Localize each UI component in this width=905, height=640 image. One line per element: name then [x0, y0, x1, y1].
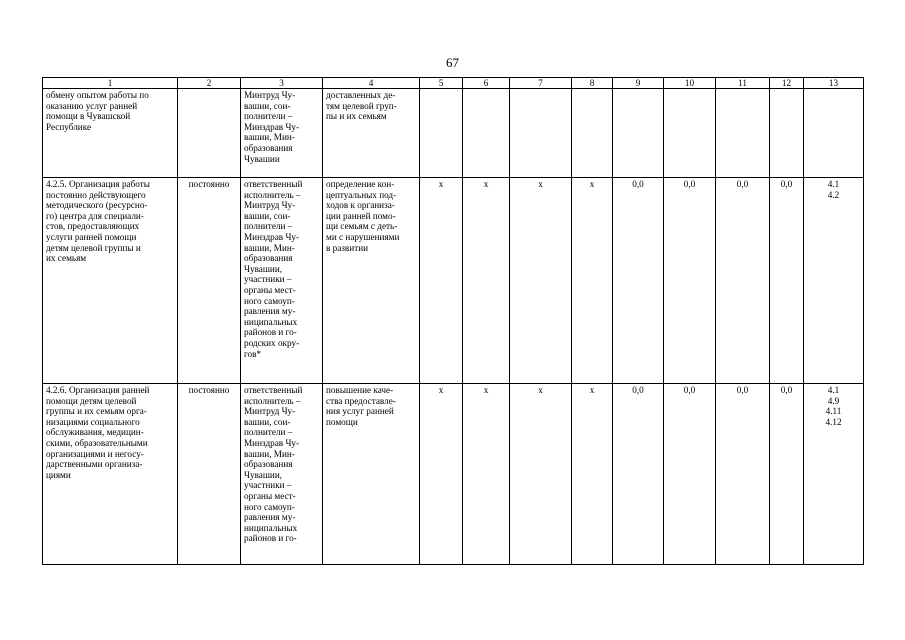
- value-cell: [613, 89, 664, 178]
- indicator-code: 4.1: [827, 385, 840, 395]
- executor-cell: ответственный исполнитель – Минтруд Чу- вашии, сои- полнители – Минздрав Чу- вашии, Мин- образования Чувашии, участники – органы мест- ного самоуп- равления му- ниципальных районов и го-: [241, 384, 323, 565]
- value-cell: [463, 89, 510, 178]
- column-header: 12: [770, 78, 804, 89]
- indicator-code: 4.12: [825, 416, 842, 427]
- table-row: [43, 384, 864, 565]
- term-cell: [178, 89, 241, 178]
- column-header: 11: [716, 78, 770, 89]
- indicator-codes-cell: [804, 89, 864, 178]
- value-cell: [664, 89, 716, 178]
- executor-cell: Минтруд Чу- вашии, сои- полнители – Минздрав Чу- вашии, Мин- образования Чувашии: [241, 89, 323, 178]
- column-header: 2: [178, 78, 241, 89]
- result-cell: повышение каче- ства предоставле- ния услуг ранней помощи: [323, 384, 420, 565]
- event-name-cell: 4.2.6. Организация ранней помощи детям целевой группы и их семьям орга- низациями социального обслуживания, медицин- скими, образовательными организациями и негосу- дарственными организа- циями: [43, 384, 178, 565]
- indicator-codes-cell: [804, 384, 864, 565]
- value-cell: [770, 89, 804, 178]
- indicator-code: 4.9: [827, 395, 840, 406]
- column-header: 5: [420, 78, 463, 89]
- value-cell: [572, 89, 613, 178]
- value-cell: х: [510, 178, 572, 384]
- value-cell: х: [420, 384, 463, 565]
- result-cell: определение кон- цептуальных под- ходов к организа- ции ранней помо- щи семьям с деть- ми с нарушениями в развитии: [323, 178, 420, 384]
- column-header: 10: [664, 78, 716, 89]
- value-cell: х: [420, 178, 463, 384]
- value-cell: х: [463, 384, 510, 565]
- table-header-row: [43, 78, 864, 89]
- table-row: [43, 178, 864, 384]
- column-header: 13: [804, 78, 864, 89]
- value-cell: 0,0: [613, 384, 664, 565]
- value-cell: х: [572, 384, 613, 565]
- column-header: 7: [510, 78, 572, 89]
- column-header: 8: [572, 78, 613, 89]
- column-header: 9: [613, 78, 664, 89]
- column-header: 1: [43, 78, 178, 89]
- value-cell: 0,0: [770, 178, 804, 384]
- executor-cell: ответственный исполнитель – Минтруд Чу- вашии, сои- полнители – Минздрав Чу- вашии, Мин- образования Чувашии, участники – органы мест- ного самоуп- равления му- ниципальных районов и го- родских окру- гов*: [241, 178, 323, 384]
- value-cell: 0,0: [664, 384, 716, 565]
- value-cell: х: [510, 384, 572, 565]
- value-cell: [420, 89, 463, 178]
- value-cell: 0,0: [770, 384, 804, 565]
- page-number: 67: [446, 55, 459, 70]
- table-row: [43, 89, 864, 178]
- value-cell: 0,0: [664, 178, 716, 384]
- program-table: [42, 77, 864, 565]
- value-cell: 0,0: [716, 384, 770, 565]
- term-cell: постоянно: [178, 178, 241, 384]
- indicator-code: 4.11: [825, 406, 842, 417]
- value-cell: х: [572, 178, 613, 384]
- column-header: 4: [323, 78, 420, 89]
- value-cell: [716, 89, 770, 178]
- indicator-codes-cell: [804, 178, 864, 384]
- column-header: 6: [463, 78, 510, 89]
- event-name-cell: обмену опытом работы по оказанию услуг ранней помощи в Чувашской Республике: [43, 89, 178, 178]
- indicator-code: 4.2: [827, 189, 840, 200]
- column-header: 3: [241, 78, 323, 89]
- term-cell: постоянно: [178, 384, 241, 565]
- event-name-cell: 4.2.5. Организация работы постоянно действующего методического (ресурсно- го) центра для специали- стов, предоставляющих услуги ранней помощи детям целевой группы и их семьям: [43, 178, 178, 384]
- value-cell: 0,0: [613, 178, 664, 384]
- result-cell: доставленных де- тям целевой груп- пы и их семьям: [323, 89, 420, 178]
- value-cell: [510, 89, 572, 178]
- indicator-code: 4.1: [827, 179, 840, 189]
- value-cell: 0,0: [716, 178, 770, 384]
- value-cell: х: [463, 178, 510, 384]
